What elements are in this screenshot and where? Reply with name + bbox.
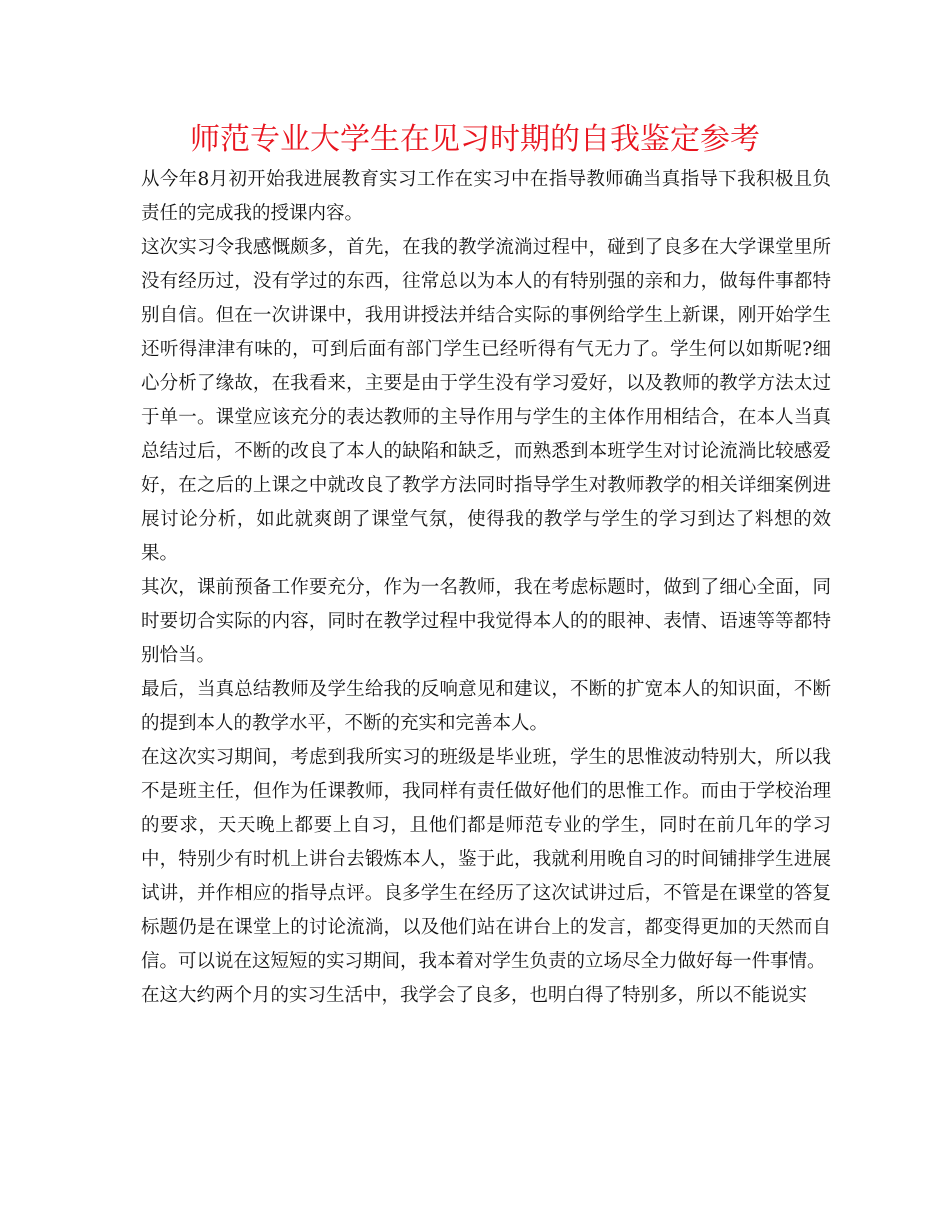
- paragraph: 其次，课前预备工作要充分，作为一名教师，我在考虑标题时，做到了细心全面，同时要切合实际的内容，同时在教学过程中我觉得本人的的眼神、表情、语速等等都特别恰当。: [141, 577, 831, 666]
- document-body: [141, 163, 831, 1013]
- paragraph: 从今年8月初开始我进展教育实习工作在实习中在指导教师确当真指导下我积极且负责任的完成我的授课内容。: [141, 169, 831, 224]
- paragraph: 在这大约两个月的实习生活中，我学会了良多，也明白得了特别多，所以不能说实: [141, 985, 808, 1006]
- document-title: 师范专业大学生在见习时期的自我鉴定参考: [190, 122, 760, 157]
- paragraph: 在这次实习期间，考虑到我所实习的班级是毕业班，学生的思惟波动特别大，所以我不是班主任，但作为任课教师，我同样有责任做好他们的思惟工作。而由于学校治理的要求，天天晚上都要上自习，且他们都是师范专业的学生，同时在前几年的学习中，特别少有时机上讲台去锻炼本人，鉴于此，我就利用晚自习的时间铺排学生进展试讲，并作相应的指导点评。良多学生在经历了这次试讲过后，不管是在课堂的答复标题仍是在课堂上的讨论流淌，以及他们站在讲台上的发言，都变得更加的天然而自信。可以说在这短短的实习期间，我本着对学生负责的立场尽全力做好每一件事情。: [141, 747, 831, 972]
- paragraph: 最后，当真总结教师及学生给我的反响意见和建议，不断的扩宽本人的知识面，不断的提到本人的教学水平，不断的充实和完善本人。: [141, 679, 831, 734]
- paragraph: 这次实习令我感慨颇多，首先，在我的教学流淌过程中，碰到了良多在大学课堂里所没有经历过，没有学过的东西，往常总以为本人的有特别强的亲和力，做每件事都特别自信。但在一次讲课中，我用讲授法并结合实际的事例给学生上新课，刚开始学生还听得津津有味的，可到后面有部门学生已经听得有气无力了。学生何以如斯呢?细心分析了缘故，在我看来，主要是由于学生没有学习爱好，以及教师的教学方法太过于单一。课堂应该充分的表达教师的主导作用与学生的主体作用相结合，在本人当真总结过后，不断的改良了本人的缺陷和缺乏，而熟悉到本班学生对讨论流淌比较感爱好，在之后的上课之中就改良了教学方法同时指导学生对教师教学的相关详细案例进展讨论分析，如此就爽朗了课堂气氛，使得我的教学与学生的学习到达了料想的效果。: [141, 237, 831, 564]
